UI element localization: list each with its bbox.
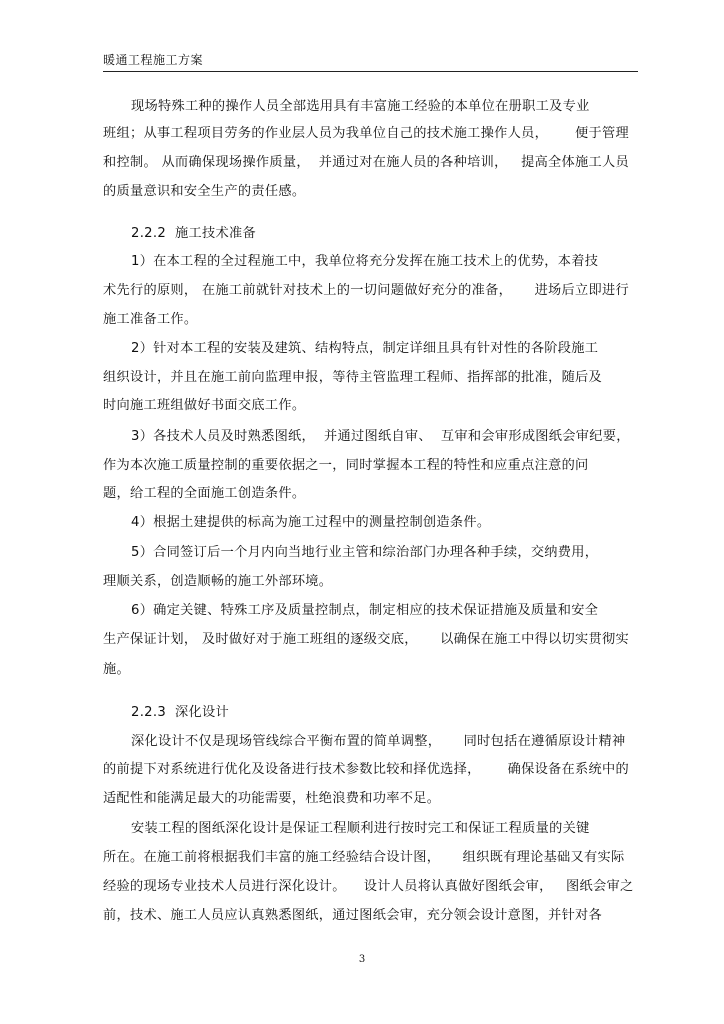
paragraph-line: 组织设计，并且在施工前向监理申报，等待主管监理工程师、指挥部的批准，随后及	[103, 370, 603, 385]
paragraph-line: 6）确定关键、特殊工序及质量控制点，制定相应的技术保证措施及质量和安全	[131, 603, 599, 618]
paragraph-line: 题，给工程的全面施工创造条件。	[103, 486, 306, 501]
paragraph-line: 的质量意识和安全生产的责任感。	[103, 184, 306, 199]
paragraph-line: 施工准备工作。	[103, 312, 198, 327]
paragraph-line: 1）在本工程的全过程施工中，我单位将充分发挥在施工技术上的优势，本着技	[131, 254, 599, 269]
paragraph-line: 深化设计不仅是现场管线综合平衡布置的简单调整， 同时包括在遵循原设计精神	[131, 734, 626, 749]
paragraph-line: 理顺关系，创造顺畅的施工外部环境。	[103, 574, 333, 589]
paragraph-line: 5）合同签订后一个月内向当地行业主管和综治部门办理各种手续，交纳费用，	[131, 545, 599, 560]
paragraph-line: 前，技术、施工人员应认真熟悉图纸，通过图纸会审，充分领会设计意图，并针对各	[103, 908, 603, 923]
paragraph-line: 所在。在施工前将根据我们丰富的施工经验结合设计图， 组织既有理论基础又有实际	[103, 850, 625, 865]
paragraph-line: 施。	[103, 662, 130, 677]
paragraph-line: 生产保证计划， 及时做好对于施工班组的逐级交底， 以确保在施工中得以切实贯彻实	[103, 632, 629, 647]
paragraph-line: 作为本次施工质量控制的重要依据之一，同时掌握本工程的特性和应重点注意的问	[103, 458, 589, 473]
header-title: 暖通工程施工方案	[103, 53, 204, 67]
section-heading: 2.2.3 深化设计	[131, 705, 229, 720]
paragraph-line: 班组；从事工程项目劳务的作业层人员为我单位自己的技术施工操作人员， 便于管理	[103, 126, 629, 141]
paragraph-line: 术先行的原则， 在施工前就针对技术上的一切问题做好充分的准备， 进场后立即进行	[103, 283, 629, 298]
paragraph-line: 安装工程的图纸深化设计是保证工程顺利进行按时完工和保证工程质量的关键	[131, 821, 590, 836]
paragraph-line: 2）针对本工程的安装及建筑、结构特点，制定详细且具有针对性的各阶段施工	[131, 341, 599, 356]
page-number: 3	[358, 954, 366, 965]
paragraph-line: 和控制。 从而确保现场操作质量， 并通过对在施人员的各种培训， 提高全体施工人员	[103, 155, 629, 170]
paragraph-line: 时向施工班组做好书面交底工作。	[103, 398, 306, 413]
paragraph-line: 适配性和能满足最大的功能需要，杜绝浪费和功率不足。	[103, 791, 441, 806]
paragraph-line: 3）各技术人员及时熟悉图纸， 并通过图纸自审、 互审和会审形成图纸会审纪要，	[131, 429, 630, 444]
paragraph-line: 现场特殊工种的操作人员全部选用具有丰富施工经验的本单位在册职工及专业	[131, 99, 590, 114]
paragraph-line: 的前提下对系统进行优化及设备进行技术参数比较和择优选择， 确保设备在系统中的	[103, 762, 629, 777]
header-divider	[103, 71, 638, 72]
paragraph-line: 4）根据土建提供的标高为施工过程中的测量控制创造条件。	[131, 515, 491, 530]
paragraph-line: 经验的现场专业技术人员进行深化设计。 设计人员将认真做好图纸会审， 图纸会审之	[103, 879, 634, 894]
section-heading: 2.2.2 施工技术准备	[131, 226, 256, 241]
